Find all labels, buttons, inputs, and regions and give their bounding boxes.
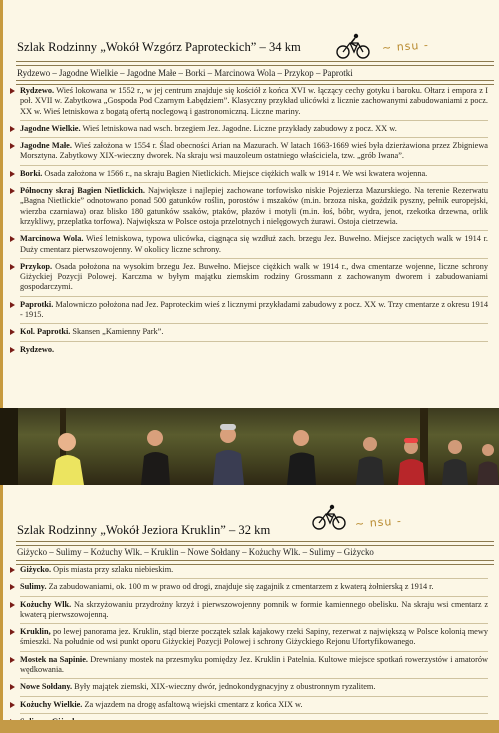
list-item — [10, 141, 488, 162]
place-description: Największe i najlepiej zachowane torfowisko niskie Pojezierza Mazurskiego. Na terenie Rezerwatu „Bagna Nietlickie” odnotowano ponad 500 gatunków roślin, porostów i mszaków (m.in. brzoza niska, goździk pyszny, pełnik europejski, wierzba czarniawa) oraz blisko 180 gatunków ssaków, ptaków, płazów i motyli (m.in. łoś, bóbr, wydra, jenot, rzekotka drzewna, orlik krzykliwy, przeplatka torfowa). Największa w Polsce ostoja przelotnych i nielęgowych żurawi. Ostoja cietrzewia. — [20, 186, 488, 226]
route2-header — [17, 523, 487, 537]
list-item — [10, 169, 488, 179]
place-name: Paprotki. — [20, 299, 54, 309]
route2-title: Szlak Rodzinny „Wokół Jeziora Kruklin” – 32 km — [17, 523, 271, 537]
entry-divider — [20, 651, 488, 652]
rider — [141, 430, 170, 485]
entry-divider — [20, 182, 488, 183]
list-item — [10, 86, 488, 117]
list-item — [10, 186, 488, 227]
bullet-arrow-icon — [10, 602, 15, 608]
bullet-arrow-icon — [10, 302, 15, 308]
gold-edge — [0, 0, 3, 733]
cyclists-photo — [0, 408, 499, 485]
place-description: Za wjazdem na drogę asfaltową wiejski cmentarz z końca XIX w. — [82, 699, 303, 709]
route2-stops: Giżycko – Sulimy – Kożuchy Wlk. – Kruklin – Nowe Sołdany – Kożuchy Wlk. – Sulimy – Giżycko — [17, 547, 374, 557]
bullet-arrow-icon — [10, 629, 15, 635]
place-description: Wieś letniskowa nad wsch. brzegiem Jez. Jagodne. Liczne przykłady zabudowy z pocz. XX w. — [80, 123, 397, 133]
entry-divider — [20, 258, 488, 259]
entry-divider — [20, 230, 488, 231]
route2-stops-row — [17, 547, 487, 558]
bullet-arrow-icon — [10, 567, 15, 573]
place-description: Wieś lokowana w 1552 r., w jej centrum znajduje się kościół z końca XVI w. łączący cechy gotyku i baroku. Ołtarz i empora z I poł. XVII w. Zabytkowa „Gospoda Pod Czarnym Łabędziem”. Klasyczny przykład ulicówki z licznie zachowanymi zabudowaniami z pocz. XX w. Wieś letniskowa z bogatą ofertą noclegową i gastronomiczną. Liczne mariny. — [20, 86, 488, 116]
place-description: po lewej panorama jez. Kruklin, stąd bierze początek szlak kajakowy rzeki Sapiny, rezerwat z największą w Polsce kolonią mewy śmieszki. Na południe od wsi punkt oporu Giżyckiej Pozycji Polowej i schrony Giżyckiego Rejonu Ufortyfikowanego. — [20, 627, 488, 647]
place-description: Za zabudowaniami, ok. 100 m w prawo od drogi, znajduje się zagajnik z cmentarzem z kwaterą żołnierską z 1914 r. — [46, 582, 434, 592]
rider — [398, 438, 425, 485]
entry-divider — [20, 137, 488, 138]
list-item — [10, 582, 488, 592]
route1-title: Szlak Rodzinny „Wokół Wzgórz Paproteckich” – 34 km — [17, 40, 301, 54]
list-item — [10, 700, 488, 710]
bullet-arrow-icon — [10, 684, 15, 690]
entry-divider — [20, 120, 488, 121]
place-description: Skansen „Kamienny Park”. — [70, 327, 164, 337]
rider — [442, 440, 468, 485]
route2-entry-list — [10, 565, 488, 730]
place-description: Osada położona na wysokim brzegu Jez. Buwełno. Miejsce ciężkich walk w 1914 r., dwa cmentarze wojenne, liczne schrony Giżyckiej Pozycji Polowej. Karczma w byłym majątku ziemskim rodziny Grossmann z zachowanym dworem i zabudowaniami gospodarczymi. — [20, 261, 488, 292]
route1-stops-row — [17, 68, 487, 79]
route1-rule — [16, 61, 494, 66]
bullet-arrow-icon — [10, 88, 15, 94]
entry-divider — [20, 323, 488, 324]
place-description: Były majątek ziemski, XIX-wieczny dwór, jednokondygnacyjny z obustronnym ryzalitem. — [72, 682, 376, 692]
bullet-arrow-icon — [10, 188, 15, 194]
entry-divider — [20, 296, 488, 297]
place-name: Marcinowa Wola. — [20, 234, 84, 244]
place-name: Przykop. — [20, 261, 53, 271]
rider — [52, 433, 84, 485]
bullet-arrow-icon — [10, 264, 15, 270]
place-name: Borki. — [20, 168, 43, 178]
bullet-arrow-icon — [10, 657, 15, 663]
entry-divider — [20, 341, 488, 342]
place-description: Wieś założona w 1554 r. Ślad obecności Arian na Mazurach. W latach 1663-1669 wieś była dzierżawiona przez Zbigniewa Morsztyna. Zabytkowy XIX-wieczny dworek. Na skraju wsi mauzoleum ostatniego właściciela, tzw. „grób Iwana”. — [20, 141, 488, 161]
place-description: Wieś letniskowa, typowa ulicówka, ciągnąca się wzdłuż zach. brzegu Jez. Buwełno. Miejsce zaciętych walk w 1914 r. Duży cmentarz pierwszowojenny. W okolicy liczne schrony. — [20, 234, 488, 254]
list-item — [10, 600, 488, 621]
place-description: Osada założona w 1566 r., na skraju Bagien Nietlickich. Miejsce ciężkich walk w 1914 r. We wsi kwatera wojenna. — [42, 168, 428, 178]
place-name: Giżycko. — [20, 565, 52, 574]
list-item — [10, 565, 488, 575]
place-name: Nowe Sołdany. — [20, 682, 73, 692]
riders-group — [0, 408, 499, 485]
rider — [213, 424, 244, 485]
place-name: Mostek na Sapinie. — [20, 654, 88, 664]
place-name: Kożuchy Wlk. — [20, 599, 72, 609]
bullet-arrow-icon — [10, 329, 15, 335]
bullet-arrow-icon — [10, 702, 15, 708]
bullet-arrow-icon — [10, 171, 15, 177]
list-item — [10, 682, 488, 692]
route1-entry-list — [10, 86, 488, 358]
bullet-arrow-icon — [10, 143, 15, 149]
route1-stops: Rydzewo – Jagodne Wielkie – Jagodne Małe – Borki – Marcinowa Wola – Przykop – Paprotki — [17, 68, 353, 78]
place-description: Na skrzyżowaniu przydrożny krzyż i pierwszowojenny pomnik w formie kamiennego obelisku. Na skraju wsi cmentarz z kwaterą pierwszowojenną. — [20, 599, 488, 619]
bullet-arrow-icon — [10, 584, 15, 590]
list-item — [10, 234, 488, 255]
bullet-arrow-icon — [10, 126, 15, 132]
place-name: Jagodne Małe. — [20, 141, 72, 151]
entry-divider — [20, 678, 488, 679]
list-item — [10, 327, 488, 337]
list-item — [10, 627, 488, 648]
place-name: Północny skraj Bagien Nietlickich. — [20, 186, 145, 196]
entry-divider — [20, 713, 488, 714]
route2-handwriting: ~ nsu - — [354, 514, 403, 531]
rider — [356, 437, 384, 485]
entry-divider — [20, 578, 488, 579]
cyclist-icon — [312, 504, 346, 530]
list-item — [10, 300, 488, 321]
list-item — [10, 262, 488, 293]
rider — [477, 444, 499, 485]
place-description: Drewniany mostek na przesmyku pomiędzy Jez. Kruklin i Patelnia. Kultowe miejsce spotkań rowerzystów i amatorów wędkowania. — [20, 654, 488, 675]
entry-divider — [20, 596, 488, 597]
route1-rule-bottom — [16, 80, 494, 85]
list-item — [10, 345, 488, 355]
place-name: Rydzewo. — [20, 344, 55, 354]
place-name: Kożuchy Wielkie. — [20, 699, 83, 709]
place-name: Rydzewo. — [20, 86, 55, 95]
route1-handwriting: ~ nsu - — [381, 38, 430, 55]
bottom-color-bar — [0, 720, 499, 733]
cyclist-icon — [336, 33, 370, 59]
route2-rule — [16, 541, 494, 546]
place-name: Kruklin, — [20, 627, 51, 637]
place-name: Kol. Paprotki. — [20, 327, 71, 337]
place-description: Malowniczo położona nad Jez. Paproteckim wieś z licznymi przykładami zabudowy z pocz. XX w. Trzy cmentarze z okresu 1914 - 1915. — [20, 299, 488, 320]
list-item — [10, 655, 488, 676]
place-name: Jagodne Wielkie. — [20, 123, 81, 133]
entry-divider — [20, 623, 488, 624]
place-description: Opis miasta przy szlaku niebieskim. — [51, 565, 174, 574]
entry-divider — [20, 696, 488, 697]
entry-divider — [20, 165, 488, 166]
rider — [287, 430, 316, 485]
list-item — [10, 124, 488, 134]
place-name: Sulimy. — [20, 582, 47, 592]
bullet-arrow-icon — [10, 347, 15, 353]
bullet-arrow-icon — [10, 236, 15, 242]
